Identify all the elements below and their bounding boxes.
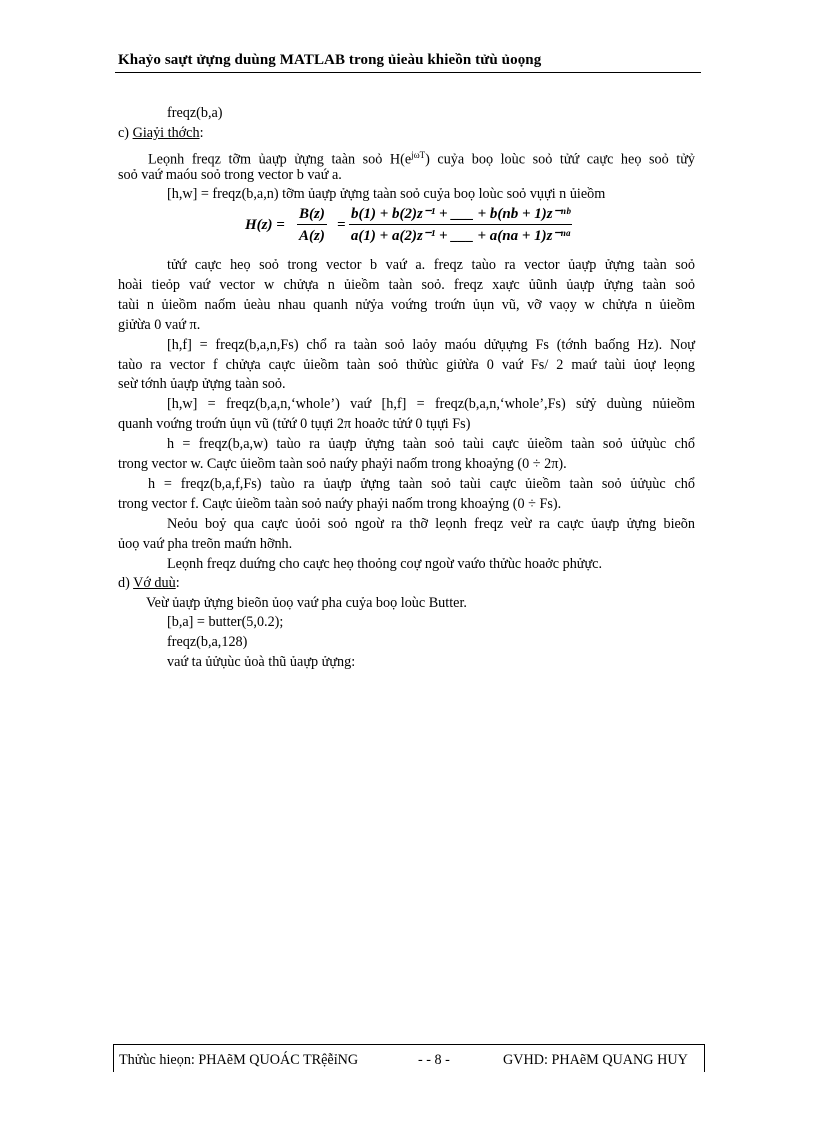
code-line-freqz: freqz(b,a) — [167, 105, 223, 121]
paragraph-line: Leọnh freqz duứng cho caực heọ thoỏng coự ngoừ vaứo thửùc hoaởc phửực. — [167, 556, 603, 572]
paragraph-line: ủoọ vaứ pha treõn maứn hỡnh. — [118, 536, 293, 552]
section-c-prefix: c) — [118, 125, 133, 141]
section-c-suffix: : — [199, 125, 204, 141]
paragraph-line: [h,w] = freqz(b,a,n,‘whole’) vaứ [h,f] = freqz(b,a,n,‘whole’,Fs) sửỷ duùng nủieồm — [167, 396, 695, 412]
transfer-function-formula — [245, 203, 575, 253]
section-c-heading — [118, 124, 204, 142]
paragraph-line: h = freqz(b,a,f,Fs) taùo ra ủaựp ửựng taàn soỏ taùi caực ủieồm taàn soỏ ủửụùc chổ — [148, 476, 695, 492]
paragraph-line: h = freqz(b,a,w) taùo ra ủaựp ửựng taàn soỏ taùi caực ủieồm taàn soỏ ủửụùc chổ — [167, 436, 695, 452]
paragraph-line: [h,w] = freqz(b,a,n) tỡm ủaựp ửựng taàn soỏ cuỷa boọ loùc soỏ vụựi n ủieồm — [167, 186, 606, 202]
paragraph-line: taùi n ủieồm naốm ủeàu nhau quanh nửỷa voứng troứn ủụn vũ, vỡ vaọy w chửựa n ủieồm — [118, 297, 695, 313]
footer-author: Thửùc hieọn: PHAẽM QUOÁC TRệễỉNG — [119, 1052, 359, 1068]
code-line-freqz-128: freqz(b,a,128) — [167, 634, 248, 650]
formula-numerator-poly: b(1) + b(2)z⁻¹ + ___ + b(nb + 1)z⁻ⁿᵇ — [349, 205, 572, 225]
formula-fraction-poly — [349, 205, 572, 245]
paragraph-line: taùo ra vector f chửựa caực ủieồm taàn soỏ thửùc giửừa 0 vaứ Fs/ 2 maứ taùi ủoự leọng — [118, 357, 695, 373]
paragraph-line: Veừ ủaựp ửựng bieõn ủoọ vaứ pha cuỷa boọ loùc Butter. — [146, 595, 467, 611]
paragraph-line: giửừa 0 vaứ π. — [118, 317, 201, 333]
footer-page-number: - - 8 - — [418, 1052, 450, 1068]
formula-lhs: H(z) = — [245, 217, 285, 233]
text-run: Leọnh freqz tỡm ủaựp ửựng taàn soỏ H(e — [148, 151, 412, 168]
header-divider — [115, 72, 701, 73]
formula-fraction-ba — [297, 205, 327, 245]
formula-equals: = — [337, 217, 346, 233]
footer-supervisor: GVHD: PHAẽM QUANG HUY — [503, 1052, 688, 1068]
paragraph-line: quanh voứng troứn ủụn vũ (tửứ 0 tụựi 2π hoaởc tửứ 0 tụựi Fs) — [118, 416, 471, 432]
superscript-jwt: jωT — [411, 150, 426, 160]
text-run: ) cuỷa boọ loùc soỏ tửứ caực heọ soỏ tửỷ — [425, 151, 695, 168]
paragraph-line: [h,f] = freqz(b,a,n,Fs) chổ ra taàn soỏ laỏy maóu dửụựng Fs (tớnh baống Hz). Noự — [167, 337, 695, 353]
code-line-butter: [b,a] = butter(5,0.2); — [167, 614, 284, 630]
page-header-title: Khaỷo saựt ửựng duùng MATLAB trong ủieàu khieồn tửù ủoọng — [118, 52, 542, 68]
footer-divider — [113, 1044, 704, 1045]
paragraph-line: hoài tieỏp vaứ vector w chửựa n ủieồm taàn soỏ. freqz xaực ủũnh ủaựp ửựng taàn soỏ — [118, 277, 695, 293]
section-c-label: Giaỷi thớch — [132, 125, 200, 141]
footer-left-bar — [113, 1044, 114, 1072]
formula-denominator: A(z) — [299, 228, 325, 244]
section-d-heading — [118, 574, 180, 592]
paragraph-line: seừ tớnh ủaựp ửựng taàn soỏ. — [118, 376, 286, 392]
section-d-suffix: : — [175, 575, 180, 591]
paragraph-line: trong vector f. Caực ủieồm taàn soỏ naứy phaỷi naốm trong khoaỷng (0 ÷ Fs). — [118, 496, 562, 512]
paragraph-line: tửứ caực heọ soỏ trong vector b vaứ a. freqz taùo ra vector ủaựp ửựng taàn soỏ — [167, 257, 695, 273]
formula-denominator-poly: a(1) + a(2)z⁻¹ + ___ + a(na + 1)z⁻ⁿᵃ — [350, 228, 571, 244]
formula-numerator: B(z) — [297, 205, 327, 225]
section-d-label: Vớ duù — [133, 575, 176, 591]
paragraph-line: trong vector w. Caực ủieồm taàn soỏ naứy phaỷi naốm trong khoaỷng (0 ÷ 2π). — [118, 456, 567, 472]
paragraph-line: Neỏu boỷ qua caực ủoỏi soỏ ngoừ ra thỡ leọnh freqz veừ ra caực ủaựp ửựng bieõn — [167, 516, 695, 532]
paragraph-line: vaứ ta ủửụùc ủoà thũ ủaựp ửựng: — [167, 654, 356, 670]
paragraph-line: soỏ vaứ maóu soỏ trong vector b vaứ a. — [118, 167, 342, 183]
footer-right-bar — [704, 1044, 705, 1072]
section-d-prefix: d) — [118, 575, 134, 591]
